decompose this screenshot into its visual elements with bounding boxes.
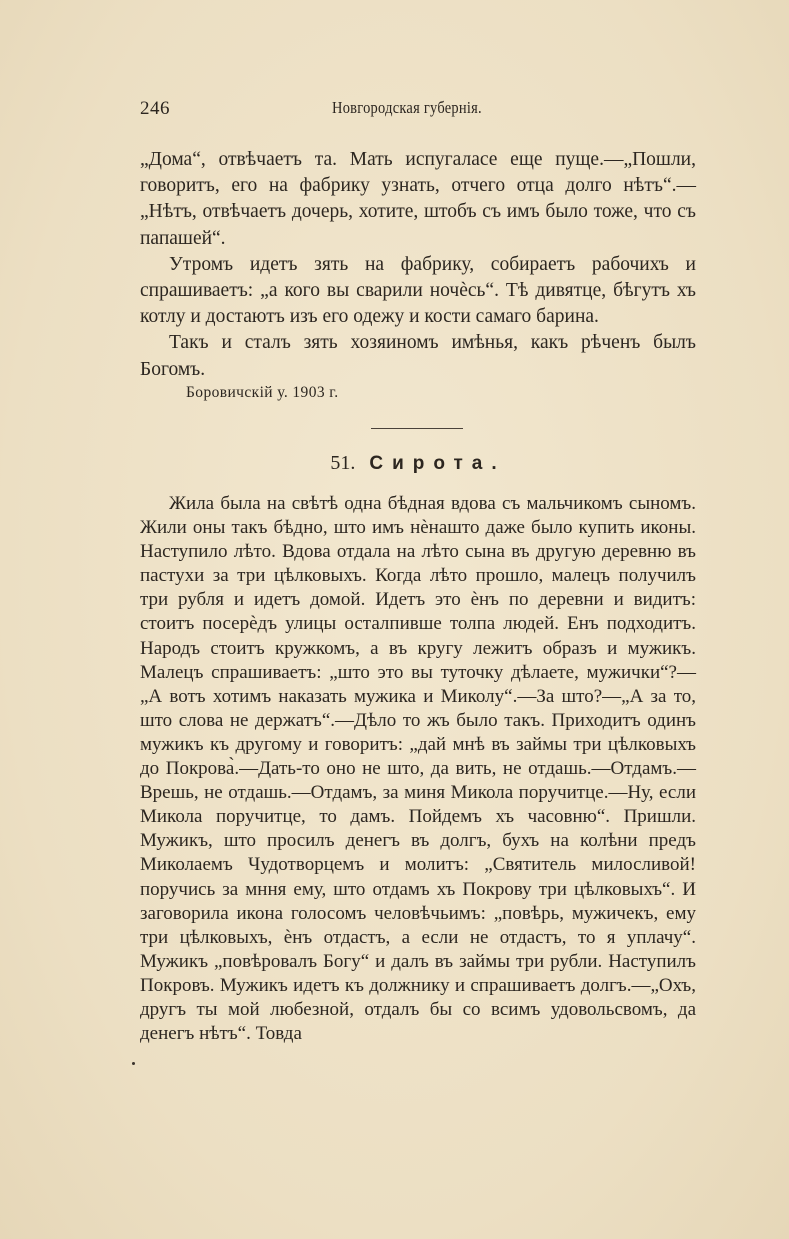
paragraph: „Дома“, отвѣчаетъ та. Мать испугаласе еще пуще.—„Пошли, говоритъ, его на фабрику узнать, отчего отца долго нѣтъ“.— „Нѣтъ, отвѣчаетъ дочерь, хотите, штобъ съ имъ было тоже, что съ папашей“.	[140, 149, 696, 249]
section-divider	[371, 428, 463, 429]
story-body	[140, 492, 696, 1046]
source-attribution: Боровичскій у. 1903 г.	[186, 384, 339, 401]
section-title: Сирота.	[369, 453, 506, 474]
paragraph: Такъ и сталъ зять хозяиномъ имѣнья, какъ рѣченъ былъ Богомъ.	[140, 332, 696, 380]
previous-story-ending	[140, 147, 696, 383]
paragraph: Утромъ идетъ зять на фабрику, собираетъ рабочихъ и спрашиваетъ: „а кого вы сварили ночѐсь“. Тѣ дивятце, бѣгутъ хъ котлу и достаютъ изъ его одежу и кости самаго барина.	[140, 253, 696, 328]
ink-speck	[132, 1062, 135, 1065]
running-title: Новгородская губернія.	[332, 98, 482, 117]
page-header	[140, 98, 696, 126]
section-number: 51.	[330, 452, 356, 474]
section-heading	[140, 452, 696, 475]
paragraph: Жила была на свѣтѣ одна бѣдная вдова съ мальчикомъ сыномъ. Жили оны такъ бѣдно, што имъ нѐнашто даже было купить иконы. Наступило лѣто. Вдова отдала на лѣто сына въ другую деревню въ пастухи за три цѣлковыхъ. Когда лѣто прошло, малецъ получилъ три рубля и идетъ домой. Идетъ это ѐнъ по деревни и видитъ: стоитъ посерѐдъ улицы осталпивше толпа людей. Енъ подходитъ. Народъ стоитъ кружкомъ, а въ кругу лежитъ образъ и мужикъ. Малецъ спрашиваетъ: „што это вы туточку дѣлаете, мужички“?—„А вотъ хотимъ наказать мужика и Миколу“.—За што?—„А за то, што слова не держатъ“.—Дѣло то жъ было такъ. Приходитъ одинъ мужикъ къ другому и говоритъ: „дай мнѣ въ займы три цѣлковыхъ до Покрова̀.—Дать-то оно не што, да вить, не отдашь.—Отдамъ.—Врешь, не отдашь.—Отдамъ, за миня Микола поручитце.—Ну, если Микола поручитце, то дамъ. Пойдемъ хъ часовню“. Пришли. Мужикъ, што просилъ денегъ въ долгъ, бухъ на колѣни предъ Миколаемъ Чудотворцемъ и молитъ: „Святитель милосливой! поручись за мння ему, што отдамъ хъ Покрову три цѣлковыхъ“. И заговорила икона голосомъ человѣчьимъ: „повѣрь, мужичекъ, ему три цѣлковыхъ, ѐнъ отдастъ, а если не отдастъ, то я уплачу“. Мужикъ „повѣровалъ Богу“ и далъ въ займы три рубли. Наступилъ Покровъ. Мужикъ идетъ къ должнику и спрашиваетъ долгъ.—„Охъ, другъ ты мой любезной, отдалъ бы со всимъ удовольсвомъ, да денегъ нѣтъ“. Товда	[140, 493, 696, 1045]
page-number: 246	[140, 98, 170, 119]
